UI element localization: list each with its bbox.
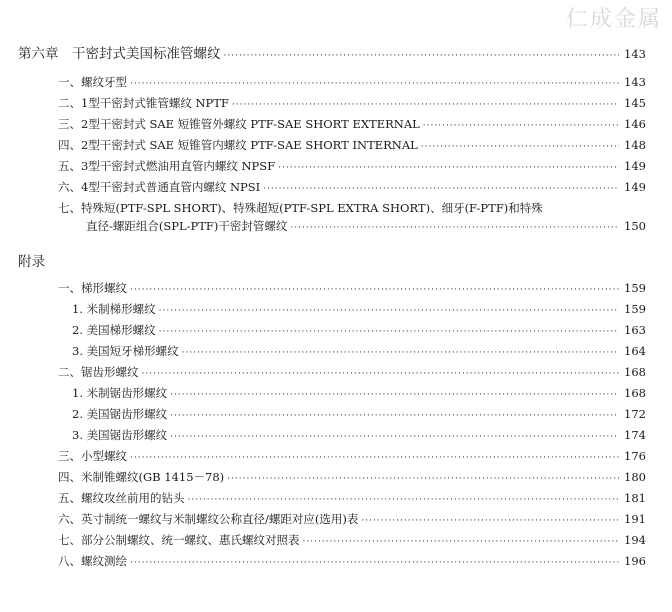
dot-leader [130, 285, 619, 295]
dot-leader [423, 121, 619, 131]
toc-entry[interactable] [58, 532, 646, 548]
toc-entry-label: 3. 美国锯齿形螺纹 [72, 428, 168, 442]
toc-entry-label: 二、锯齿形螺纹 [58, 365, 139, 379]
dot-leader [421, 142, 619, 152]
toc-entry-page: 194 [624, 533, 646, 547]
toc-entry-label: 四、米制锥螺纹(GB 1415－78) [58, 470, 225, 484]
toc-subentry[interactable] [72, 322, 646, 338]
toc-entry-label: 2. 美国梯形螺纹 [72, 323, 156, 337]
toc-entry-page: 145 [624, 96, 646, 110]
toc-entry-label: 六、英寸制统一螺纹与米制螺纹公称直径/螺距对应(选用)表 [58, 512, 359, 526]
toc-entry-label: 五、螺纹攻丝前用的钻头 [58, 491, 185, 505]
toc-entry-page: 149 [624, 159, 646, 173]
toc-entry-page: 174 [624, 428, 646, 442]
toc-subentry[interactable] [72, 301, 646, 317]
toc-entry-page: 159 [624, 281, 646, 295]
toc-entry[interactable] [58, 280, 646, 296]
toc-entry-label: 直径-螺距组合(SPL-PTF)干密封管螺纹 [86, 219, 288, 233]
toc-entry[interactable] [58, 74, 646, 90]
chapter-title-page: 143 [624, 47, 646, 61]
dot-leader [170, 390, 619, 400]
toc-entry[interactable] [58, 553, 646, 569]
toc-entry-label: 五、3型干密封式燃油用直管内螺纹 NPSF [58, 159, 276, 173]
toc-entry-label: 1. 米制梯形螺纹 [72, 302, 156, 316]
toc-entry[interactable] [58, 511, 646, 527]
toc-entry-page: 163 [624, 323, 646, 337]
toc-entry-page: 181 [624, 491, 646, 505]
toc-entry-label: 一、梯形螺纹 [58, 281, 127, 295]
dot-leader [361, 516, 619, 526]
toc-entry-label: 六、4型干密封式普通直管内螺纹 NPSI [58, 180, 261, 194]
toc-entry-page: 159 [624, 302, 646, 316]
toc-subentry[interactable] [72, 427, 646, 443]
appendix-title: 附录 [18, 254, 45, 270]
dot-leader [188, 495, 620, 505]
toc-entry-page: 172 [624, 407, 646, 421]
dot-leader [290, 223, 619, 233]
dot-leader [170, 432, 619, 442]
toc-entry[interactable] [58, 490, 646, 506]
toc-chapter-title[interactable] [18, 42, 646, 62]
toc-entry-page: 191 [624, 512, 646, 526]
dot-leader [170, 411, 619, 421]
toc-subentry[interactable] [72, 343, 646, 359]
dot-leader [227, 474, 619, 484]
toc-entry[interactable] [58, 158, 646, 174]
toc-entry-page: 176 [624, 449, 646, 463]
toc-entry-page: 148 [624, 138, 646, 152]
dot-leader [142, 369, 620, 379]
dot-leader [278, 163, 619, 173]
toc-entry[interactable] [58, 469, 646, 485]
dot-leader [303, 537, 620, 547]
toc-entry-label: 三、小型螺纹 [58, 449, 127, 463]
toc-entry-page: 196 [624, 554, 646, 568]
toc-subentry[interactable] [72, 385, 646, 401]
toc-entry-label: 八、螺纹测绘 [58, 554, 127, 568]
toc-entry[interactable] [58, 364, 646, 380]
toc-entry-label: 3. 美国短牙梯形螺纹 [72, 344, 179, 358]
toc-entry-label: 二、1型干密封式锥管螺纹 NPTF [58, 96, 229, 110]
toc-entry[interactable] [86, 218, 646, 234]
dot-leader [130, 558, 619, 568]
toc-entry-page: 164 [624, 344, 646, 358]
toc-subentry[interactable] [72, 406, 646, 422]
dot-leader [182, 348, 619, 358]
toc-entry-label: 三、2型干密封式 SAE 短锥管外螺纹 PTF-SAE SHORT EXTERNAL [58, 117, 420, 131]
toc-entry[interactable] [58, 95, 646, 111]
toc-entry[interactable] [58, 448, 646, 464]
toc-entry-label: 1. 米制锯齿形螺纹 [72, 386, 168, 400]
toc-entry-page: 180 [624, 470, 646, 484]
toc-entry-page: 150 [624, 219, 646, 233]
toc-entry[interactable] [58, 137, 646, 153]
toc-entry-label: 2. 美国锯齿形螺纹 [72, 407, 168, 421]
dot-leader [130, 79, 619, 89]
dot-leader [159, 306, 619, 316]
toc-entry-label: 七、部分公制螺纹、统一螺纹、惠氏螺纹对照表 [58, 533, 300, 547]
dot-leader [130, 453, 619, 463]
toc-entry-label: 四、2型干密封式 SAE 短锥管内螺纹 PTF-SAE SHORT INTERNAL [58, 138, 418, 152]
toc-entry[interactable] [58, 116, 646, 132]
dot-leader [224, 51, 620, 61]
toc-entry-page: 168 [624, 386, 646, 400]
toc-entry-page: 143 [624, 75, 646, 89]
toc-entry-label: 一、螺纹牙型 [58, 75, 127, 89]
toc-entry-page: 146 [624, 117, 646, 131]
toc-entry-multiline[interactable] [58, 200, 646, 216]
chapter-title-label: 第六章 干密封式美国标准管螺纹 [18, 46, 221, 62]
dot-leader [159, 327, 619, 337]
toc-entry-page: 168 [624, 365, 646, 379]
dot-leader [232, 100, 619, 110]
dot-leader [263, 184, 619, 194]
watermark: 仁成金属 [565, 7, 662, 32]
toc-entry-page: 149 [624, 180, 646, 194]
toc-entry[interactable] [58, 179, 646, 195]
toc-entry-label: 七、特殊短(PTF-SPL SHORT)、特殊超短(PTF-SPL EXTRA SHORT)、细牙(F-PTF)和特殊 [58, 201, 543, 215]
